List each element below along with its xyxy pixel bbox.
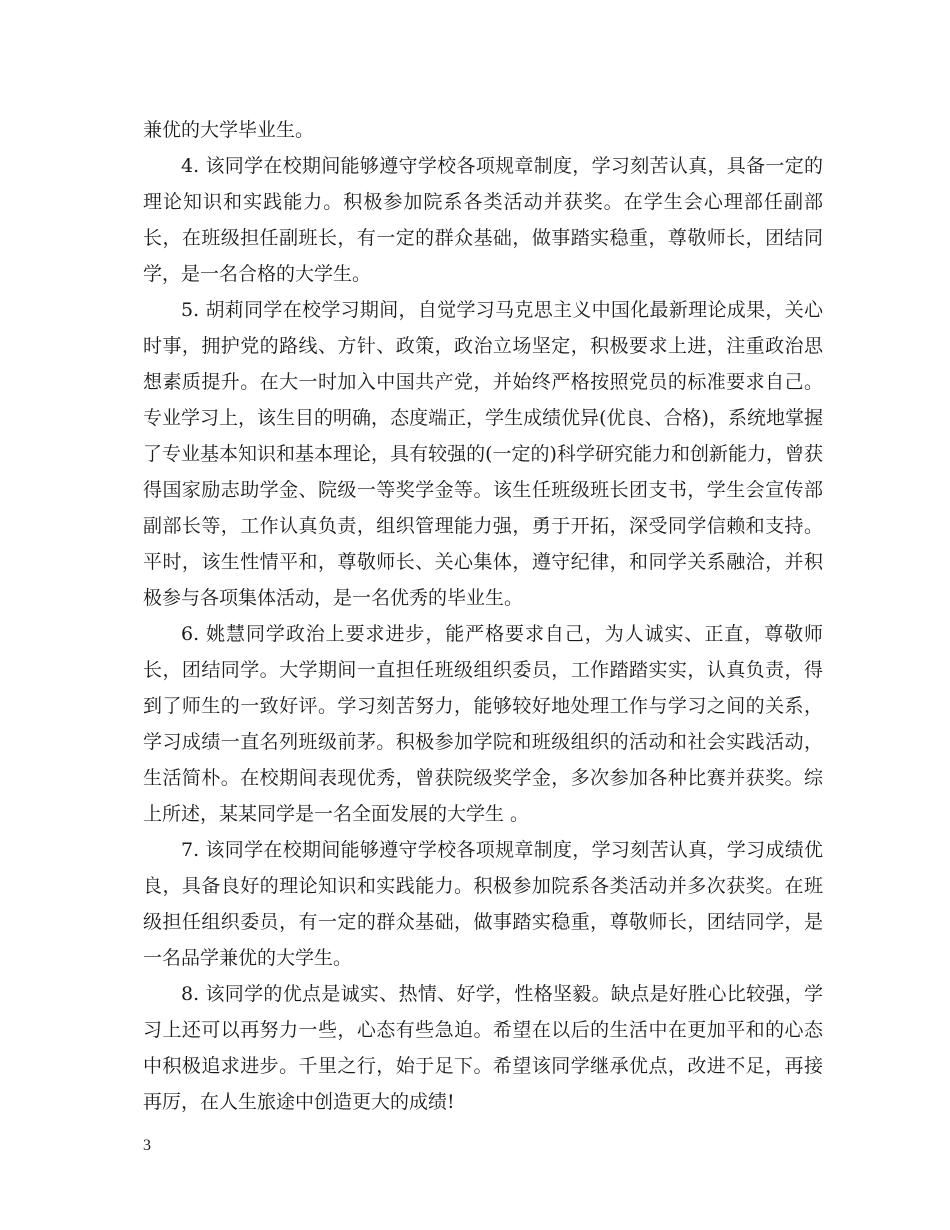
paragraph-item-7: 7. 该同学在校期间能够遵守学校各项规章制度，学习刻苦认真，学习成绩优良，具备良好的理论知识和实践能力。积极参加院系各类活动并多次获奖。在班级担任组织委员，有一定的群众基础，做事踏实稳重，尊敬师长，团结同学，是一名品学兼优的大学生。 bbox=[143, 839, 823, 969]
paragraph-item-4: 4. 该同学在校期间能够遵守学校各项规章制度，学习刻苦认真，具备一定的理论知识和实践能力。积极参加院系各类活动并获奖。在学生会心理部任副部长，在班级担任副班长，有一定的群众基础，做事踏实稳重，尊敬师长，团结同学，是一名合格的大学生。 bbox=[143, 155, 823, 285]
paragraph-continuation: 兼优的大学毕业生。 bbox=[143, 119, 315, 141]
paragraph-item-8: 8. 该同学的优点是诚实、热情、好学，性格坚毅。缺点是好胜心比较强，学习上还可以再努力一些，心态有些急迫。希望在以后的生活中在更加平和的心态中积极追求进步。千里之行，始于足下。希望该同学继承优点，改进不足，再接再厉，在人生旅途中创造更大的成绩! bbox=[143, 983, 823, 1113]
page-number: 3 bbox=[143, 1137, 151, 1154]
document-body bbox=[143, 112, 823, 1120]
paragraph-item-6: 6. 姚慧同学政治上要求进步，能严格要求自己，为人诚实、正直，尊敬师长，团结同学。大学期间一直担任班级组织委员，工作踏踏实实，认真负责，得到了师生的一致好评。学习刻苦努力，能够较好地处理工作与学习之间的关系，学习成绩一直名列班级前茅。积极参加学院和班级组织的活动和社会实践活动，生活简朴。在校期间表现优秀，曾获院级奖学金，多次参加各种比赛并获奖。综上所述，某某同学是一名全面发展的大学生 。 bbox=[143, 623, 823, 825]
paragraph-item-5: 5. 胡莉同学在校学习期间，自觉学习马克思主义中国化最新理论成果，关心时事，拥护党的路线、方针、政策，政治立场坚定，积极要求上进，注重政治思想素质提升。在大一时加入中国共产党，并始终严格按照党员的标准要求自己。专业学习上，该生目的明确，态度端正，学生成绩优异(优良、合格)，系统地掌握了专业基本知识和基本理论，具有较强的(一定的)科学研究能力和创新能力，曾获得国家励志助学金、院级一等奖学金等。该生任班级班长团支书，学生会宣传部副部长等，工作认真负责，组织管理能力强，勇于开拓，深受同学信赖和支持。平时，该生性情平和，尊敬师长、关心集体，遵守纪律，和同学关系融洽，并积极参与各项集体活动，是一名优秀的毕业生。 bbox=[143, 299, 823, 609]
